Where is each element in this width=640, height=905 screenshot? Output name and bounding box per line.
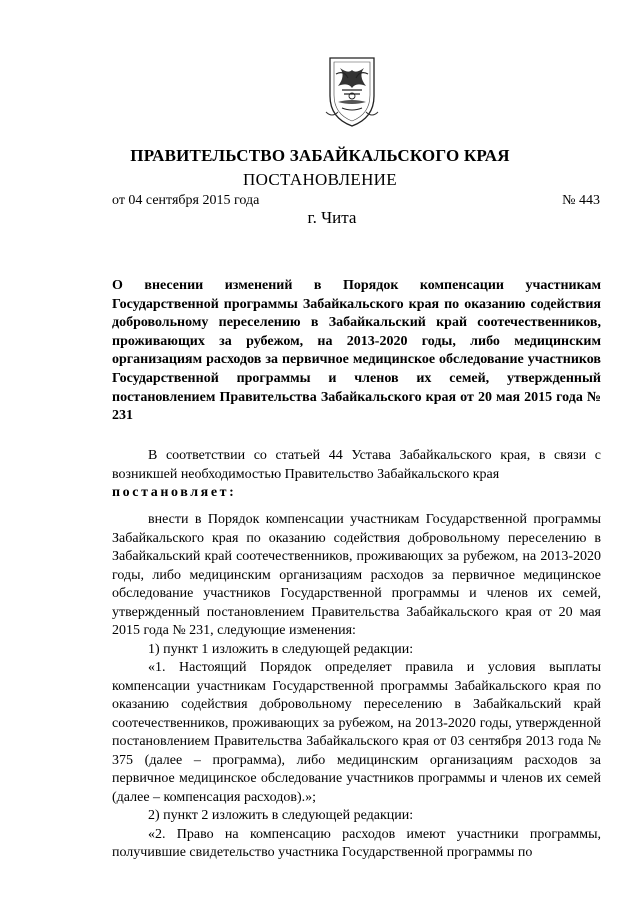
document-title: О внесении изменений в Порядок компенсации участникам Государственной программы Забайкальского края по оказанию содействия добровольному переселению в Забайкальский край соотечественников, проживающих за рубежом, на 2013-2020 годы, либо медицинским организациям расходов за первичное медицинское обследование участников Государственной программы и членов их семей, утвержденный постановлением Правительства Забайкальского края от 20 мая 2015 года № 231 xyxy=(112,278,601,424)
document-city: г. Чита xyxy=(307,208,357,227)
coat-of-arms-emblem xyxy=(318,52,386,128)
organization-name: ПРАВИТЕЛЬСТВО ЗАБАЙКАЛЬСКОГО КРАЯ xyxy=(130,146,510,165)
main-body xyxy=(112,511,601,863)
document-type: ПОСТАНОВЛЕНИЕ xyxy=(243,170,397,189)
list-item-1: 1) пункт 1 изложить в следующей редакции: xyxy=(148,641,414,657)
main-paragraph: внести в Порядок компенсации участникам Государственной программы Забайкальского края по оказанию содействия добровольному переселению в Забайкальский край соотечественников, проживающих за рубежом, на 2013-2020 годы, либо медицинским организациям расходов за первичное медицинское обследование участников Государственной программы и членов их семей, утвержденный постановлением Правительства Забайкальского края от 20 мая 2015 года № 231, следующие изменения: xyxy=(112,512,601,638)
item-1-text: «1. Настоящий Порядок определяет правила и условия выплаты компенсации участникам Государственной программы Забайкальского края по оказанию содействия добровольному переселению в Забайкальский край соотечественников, проживающих за рубежом, на 2013-2020 годы, утвержденной постановлением Правительства Забайкальского края от 03 сентября 2013 года № 375 (далее – программа), либо медицинским организациям расходов за первичное медицинское обследование участников программы и членов их семей (далее – компенсация расходов).»; xyxy=(112,660,601,805)
document-number: № 443 xyxy=(562,193,600,208)
intro-text xyxy=(112,447,601,503)
intro-text-content: В соответствии со статьей 44 Устава Забайкальского края, в связи с возникшей необходимостью Правительство Забайкальского края xyxy=(112,448,601,482)
list-item-2: 2) пункт 2 изложить в следующей редакции: xyxy=(148,808,414,823)
resolves-word: постановляет: xyxy=(112,485,237,500)
item-2-text: «2. Право на компенсацию расходов имеют участники программы, получившие свидетельство участника Государственной программы по xyxy=(112,826,601,860)
document-date: от 04 сентября 2015 года xyxy=(112,193,260,208)
intro-paragraph xyxy=(112,447,601,503)
